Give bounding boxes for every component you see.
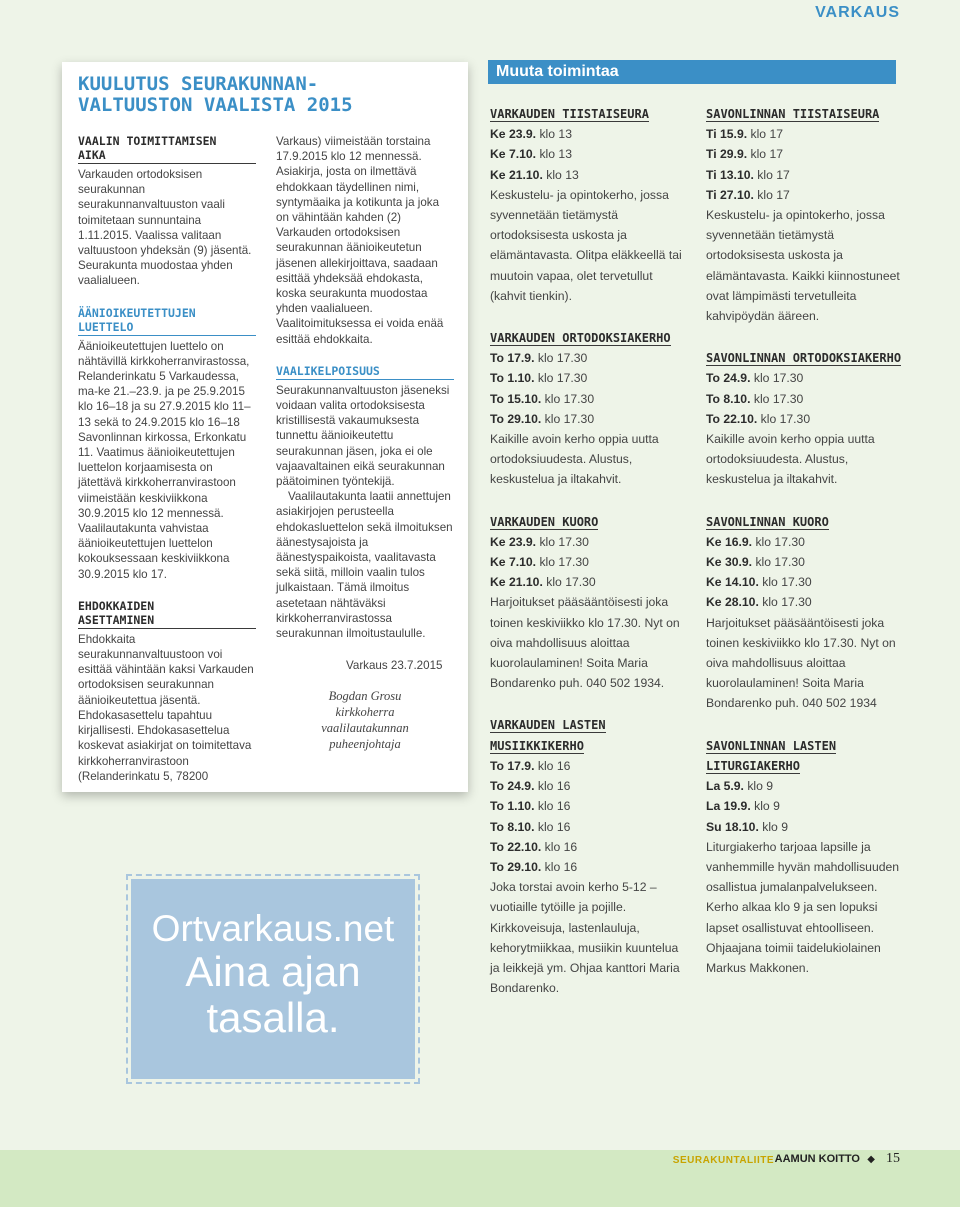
activity-description: Keskustelu- ja opintokerho, jossa syvennetään tietämystä ortodoksisesta uskosta ja elämäntavasta. Kaikki kiinnostuneet ovat lämpimästi tervetulleita kahvipöydän ääreen. <box>706 208 900 324</box>
activity-description: Harjoitukset pääsääntöisesti joka toinen keskiviikko klo 17.30. Nyt on oiva mahdollisuus aloittaa kuorolaulaminen! Soita Maria Bondarenko puh. 040 502 1934. <box>490 595 680 691</box>
activity-date-line <box>490 389 690 409</box>
activity-time: klo 16 <box>534 799 571 814</box>
activity-date-line <box>706 368 906 388</box>
activity-title <box>706 104 906 124</box>
activity-time: klo 17.30 <box>534 351 588 366</box>
activity-date-line <box>706 572 906 592</box>
activity-time: klo 17.30 <box>750 371 804 386</box>
activity-date: To 29.10. <box>490 411 542 426</box>
activity-date: To 8.10. <box>706 391 751 406</box>
signature-place-date: Varkaus 23.7.2015 <box>346 659 443 673</box>
activity-time: klo 13 <box>536 127 572 142</box>
activity-date: Ti 13.10. <box>706 167 754 182</box>
heading-voter-list: ÄÄNIOIKEUTETTUJEN LUETTELO <box>78 306 256 336</box>
activity-block <box>706 348 906 489</box>
announcement-column-2 <box>276 134 454 752</box>
activity-date-line <box>490 817 690 837</box>
activity-block <box>490 512 690 694</box>
activity-date-line <box>706 409 906 429</box>
activity-date: La 5.9. <box>706 779 744 794</box>
activity-time: klo 17 <box>747 127 784 142</box>
activity-date: Ke 14.10. <box>706 575 759 590</box>
website-promo <box>128 876 418 1082</box>
activity-date-line <box>490 165 690 185</box>
activity-time: klo 16 <box>534 819 571 834</box>
activity-date: To 24.9. <box>706 371 751 386</box>
activity-description: Liturgiakerho tarjoaa lapsille ja vanhemmille hyvän mahdollisuuden osallistua jumalanpalvelukseen. Kerho alkaa klo 9 ja sen lopuksi lapset osallistuvat ehtoolliseen. Ohjaajana toimii taidelukiolainen Markus Makkonen. <box>706 839 900 975</box>
activity-date-line <box>490 532 690 552</box>
activity-title-text: SAVONLINNAN ORTODOKSIAKERHO <box>706 351 902 366</box>
activity-title <box>490 512 690 532</box>
activity-block <box>706 736 906 978</box>
activity-date-line <box>706 592 906 612</box>
section-tag: VARKAUS <box>815 4 900 21</box>
activity-date-line <box>490 409 690 429</box>
activity-date: To 22.10. <box>706 411 758 426</box>
activity-date-line <box>490 552 690 572</box>
activity-date-line <box>706 776 906 796</box>
activity-date-line <box>490 572 690 592</box>
activity-block <box>490 715 690 998</box>
activity-date-line <box>490 796 690 816</box>
activity-date-line <box>490 756 690 776</box>
promo-slogan: Aina ajan tasalla. <box>185 948 361 1041</box>
signature: Bogdan Grosu kirkkoherra vaalilautakunnan puheenjohtaja <box>321 688 409 751</box>
activity-time: klo 17.30 <box>542 575 596 590</box>
activity-date-line <box>706 389 906 409</box>
announcement-column-1 <box>78 134 256 801</box>
activity-date: Su 18.10. <box>706 819 759 834</box>
activity-time: klo 9 <box>750 799 780 814</box>
activity-time: klo 13 <box>536 147 572 162</box>
other-activities-header: Muuta toimintaa <box>488 60 896 84</box>
activity-time: klo 9 <box>743 779 774 794</box>
activity-title-text: SAVONLINNAN KUORO <box>706 514 829 529</box>
activity-time: klo 17.30 <box>757 411 811 426</box>
activity-date: Ke 21.10. <box>490 575 543 590</box>
activity-title <box>490 715 690 755</box>
activity-date-line <box>706 817 906 837</box>
page-footer <box>0 1150 960 1207</box>
activity-date: To 17.9. <box>490 351 535 366</box>
activity-date: Ke 21.10. <box>490 167 543 182</box>
activity-date: Ke 28.10. <box>706 595 759 610</box>
activity-time: klo 17.30 <box>758 575 812 590</box>
activity-date: To 1.10. <box>490 799 535 814</box>
activity-time: klo 17 <box>753 187 790 202</box>
activity-date: Ti 15.9. <box>706 127 748 142</box>
activity-date: To 17.9. <box>490 758 535 773</box>
activity-time: klo 16 <box>541 859 578 874</box>
activity-date-line <box>490 124 690 144</box>
footer-paper-name: AAMUN KOITTO <box>774 1153 860 1165</box>
activity-time: klo 16 <box>541 839 578 854</box>
schedule-column-varkaus <box>490 104 690 1020</box>
paragraph-committee: Vaalilautakunta laatii annettujen asiakirjojen perusteella ehdokasluettelon sekä ilmoituksen äänestysajoista ja äänestyspaikoista, vaalitavasta sekä siitä, milloin vaalin tulos julkaistaan. Tämä ilmoitus asetetaan nähtäväksi kirkkoherranvirastossa seurakunnan ilmoitustaululle. <box>276 490 453 641</box>
activity-time: klo 17.30 <box>536 534 589 549</box>
activity-date: To 15.10. <box>490 391 542 406</box>
diamond-icon: ◆ <box>867 1154 875 1165</box>
activity-title-text: SAVONLINNAN TIISTAISEURA <box>706 107 880 121</box>
paragraph-candidates-cont: Varkaus) viimeistään torstaina 17.9.2015 klo 12 mennessä. Asiakirja, josta on ilmettävä ehdokkaan täydellinen nimi, syntymäaika ja kotikunta ja joka on vähintään kahden (2) Varkauden ortodoksisen seurakunnan äänioikeutetun jäsenen allekirjoittava, saadaan esittää yhdeksää ehdokasta, koska seurakunta muodostaa yhden vaalialueen. Vaalitoimituksessa ei voida enää esittää ehdokkaita. <box>276 135 444 346</box>
activity-time: klo 17 <box>753 167 790 182</box>
activity-time: klo 17.30 <box>758 595 812 610</box>
activity-date: Ke 23.9. <box>490 127 537 142</box>
heading-candidates: EHDOKKAIDEN ASETTAMINEN <box>78 599 256 629</box>
paragraph-election-time: Varkauden ortodoksisen seurakunnan seurakunnanvaltuuston vaali toimitetaan sunnuntaina 1.11.2015. Vaalissa valitaan valtuustoon yhdeksän (9) jäsentä. Seurakunta muodostaa yhden vaalialueen. <box>78 168 252 288</box>
activity-time: klo 9 <box>758 819 788 834</box>
activity-description: Kaikille avoin kerho oppia uutta ortodoksiuudesta. Alustus, keskustelua ja iltakahvit. <box>706 432 875 487</box>
activity-title <box>490 104 690 124</box>
activity-time: klo 17.30 <box>752 555 805 570</box>
activity-time: klo 17.30 <box>541 391 595 406</box>
activity-date-line <box>490 776 690 796</box>
activity-date-line <box>490 857 690 877</box>
activity-date: To 22.10. <box>490 839 542 854</box>
heading-election-time: VAALIN TOIMITTAMISEN AIKA <box>78 134 256 164</box>
activity-time: klo 16 <box>534 758 571 773</box>
activity-title <box>706 348 906 368</box>
activity-title <box>706 736 906 776</box>
activity-block <box>706 512 906 714</box>
activity-date: Ke 16.9. <box>706 534 753 549</box>
activity-title <box>706 512 906 532</box>
activity-time: klo 17.30 <box>534 371 588 386</box>
activity-date-line <box>490 368 690 388</box>
paragraph-voter-list: Äänioikeutettujen luettelo on nähtävillä kirkkoherranvirastossa, Relanderinkatu 5 Varkaudessa, ma-ke 21.–23.9. ja pe 25.9.2015 klo 16–18 ja su 27.9.2015 klo 11–13 sekä to 24.9.2015 klo 16–18 Savonlinnan kirkossa, Erkonkatu 11. Vaatimus äänioikeutettujen luettelon korjaamisesta on jätettävä kirkkoherranvirastoon viimeistään keskiviikkona 30.9.2015 klo 12 mennessä. Vaalilautakunta vahvistaa äänioikeutettujen luettelon kokouksessaan keskiviikkona 30.9.2015 klo 17. <box>78 339 251 581</box>
activity-title-text: VARKAUDEN TIISTAISEURA <box>490 107 649 121</box>
activity-date-line <box>490 144 690 164</box>
activity-time: klo 17.30 <box>536 555 589 570</box>
activity-date-line <box>706 532 906 552</box>
election-announcement <box>62 62 468 792</box>
activity-date: Ke 7.10. <box>490 147 537 162</box>
promo-website: Ortvarkaus.net <box>151 908 395 949</box>
paragraph-eligibility: Seurakunnanvaltuuston jäseneksi voidaan valita ortodoksisesta kristillisestä vakaumuksesta tunnettu äänioikeutettu seurakunnan jäsen, joka ei ole vajaavaltainen eikä seurakunnan päätoiminen työntekijä. <box>276 383 450 489</box>
activity-date-line <box>706 185 906 205</box>
announcement-title: KUULUTUS SEURAKUNNAN- VALTUUSTON VAALISTA 2015 <box>78 73 353 116</box>
activity-block <box>490 104 690 306</box>
activity-time: klo 17 <box>747 147 784 162</box>
activity-date: To 24.9. <box>490 779 535 794</box>
activity-date-line <box>490 837 690 857</box>
activity-date-line <box>706 165 906 185</box>
paragraph-candidates: Ehdokkaita seurakunnanvaltuustoon voi esittää vähintään kaksi Varkauden ortodoksisen seurakunnan äänioikeutettua jäsentä. Ehdokasasettelu tapahtuu kirjallisesti. Ehdokasasettelua koskevat asiakirjat on toimitettava kirkkoherranvirastoon (Relanderinkatu 5, 78200 <box>78 632 254 783</box>
activity-time: klo 17.30 <box>750 391 804 406</box>
activity-date: Ti 27.10. <box>706 187 754 202</box>
activity-date: Ke 7.10. <box>490 555 537 570</box>
activity-date-line <box>706 144 906 164</box>
activity-time: klo 17.30 <box>752 534 805 549</box>
activity-title-text: SAVONLINNAN LASTEN LITURGIAKERHO <box>706 738 837 773</box>
activity-description: Keskustelu- ja opintokerho, jossa syvennetään tietämystä ortodoksisesta uskosta ja elämäntavasta. Olitpa eläkkeellä tai muutoin vapaa, olet tervetullut (kahvit tienkin). <box>490 187 682 303</box>
activity-title-text: VARKAUDEN ORTODOKSIAKERHO <box>490 331 671 346</box>
activity-date-line <box>706 552 906 572</box>
activity-date-line <box>706 796 906 816</box>
activity-title <box>490 328 690 348</box>
activity-title-text: VARKAUDEN KUORO <box>490 514 599 529</box>
activity-date: To 1.10. <box>490 371 535 386</box>
activity-time: klo 16 <box>534 779 571 794</box>
activity-date: To 8.10. <box>490 819 535 834</box>
footer-supplement: SEURAKUNTALIITE <box>672 1155 774 1166</box>
activity-date: Ke 30.9. <box>706 555 753 570</box>
activity-date: Ke 23.9. <box>490 534 537 549</box>
activity-date-line <box>490 348 690 368</box>
activity-title-text: VARKAUDEN LASTEN MUSIIKKIKERHO <box>490 718 606 753</box>
activity-date-line <box>706 124 906 144</box>
activity-time: klo 13 <box>542 167 579 182</box>
activity-date: Ti 29.9. <box>706 147 748 162</box>
heading-eligibility: VAALIKELPOISUUS <box>276 364 454 380</box>
activity-description: Joka torstai avoin kerho 5-12 –vuotiaille tytöille ja pojille. Kirkkoveisuja, lastenlauluja, kehorytmiikkaa, musiikin kuuntelua ja leikkejä ym. Ohjaa kanttori Maria Bondarenko. <box>490 880 680 996</box>
activity-time: klo 17.30 <box>541 411 595 426</box>
activity-date: La 19.9. <box>706 799 751 814</box>
activity-block <box>490 328 690 490</box>
activity-block <box>706 104 906 326</box>
activity-description: Harjoitukset pääsääntöisesti joka toinen keskiviikko klo 17.30. Nyt on oiva mahdollisuus aloittaa kuorolaulaminen! Soita Maria Bondarenko puh. 040 502 1934 <box>706 615 896 711</box>
activity-description: Kaikille avoin kerho oppia uutta ortodoksiuudesta. Alustus, keskustelua ja iltakahvit. <box>490 432 659 487</box>
schedule-column-savonlinna <box>706 104 906 1000</box>
page-number: 15 <box>886 1151 900 1166</box>
activity-date: To 29.10. <box>490 859 542 874</box>
